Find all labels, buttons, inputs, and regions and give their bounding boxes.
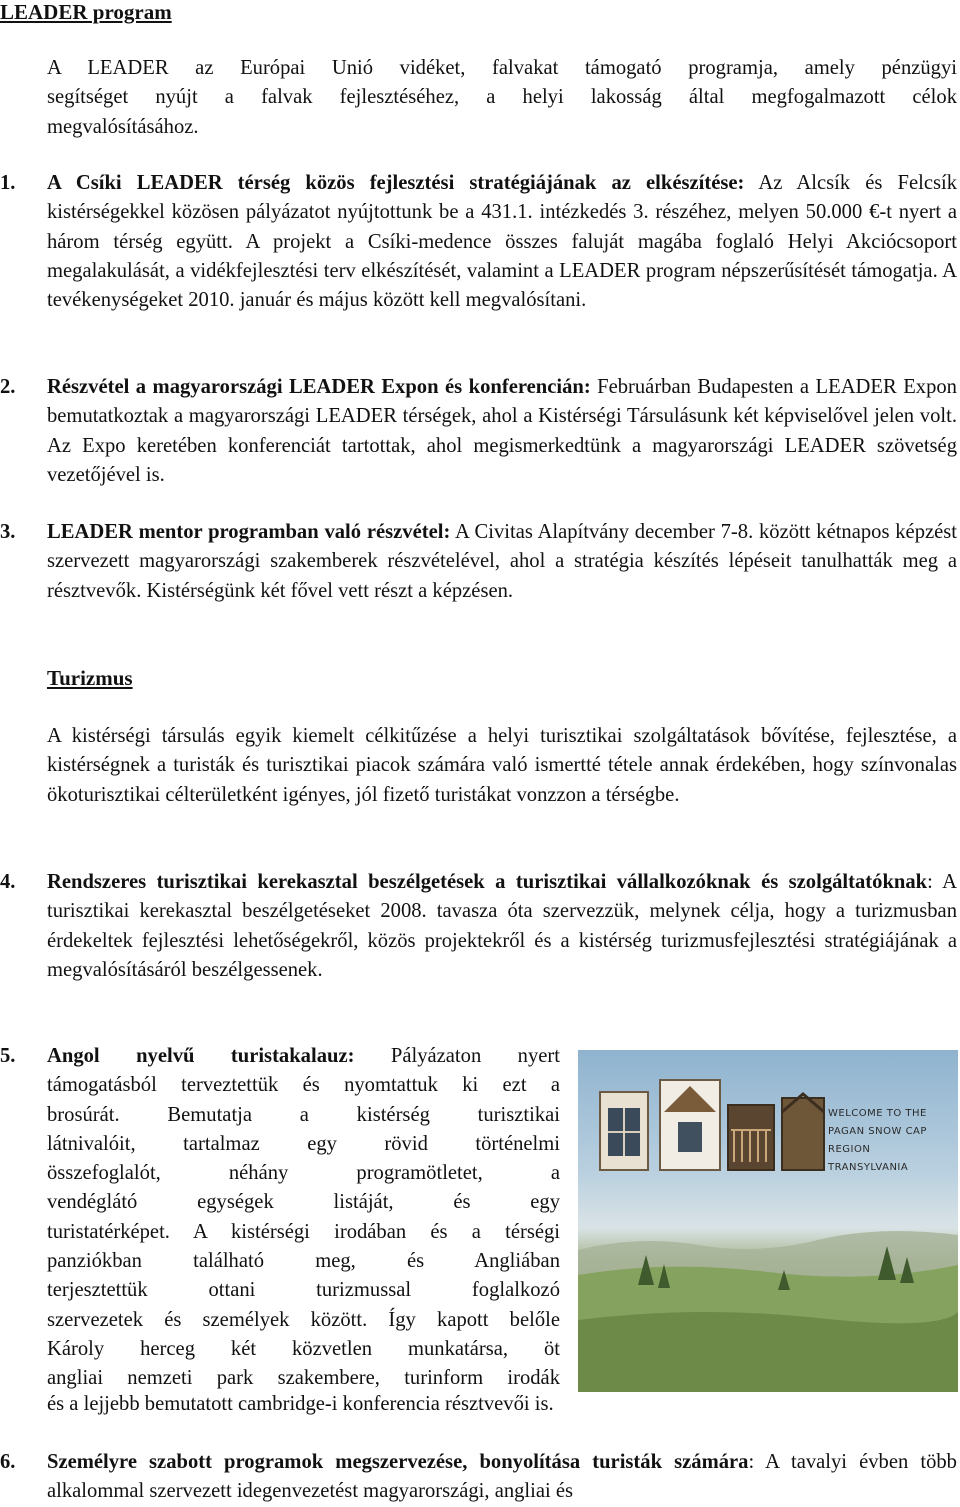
- list-item-3: [0, 518, 958, 606]
- item5-line: brosúrát. Bemutatja a kistérség turisztikai: [47, 1103, 560, 1126]
- item5-line: támogatásból terveztettük és nyomtattuk ki ezt a: [47, 1074, 560, 1097]
- list-item-1: [0, 169, 957, 315]
- item5-line: vendéglátó egységek listáját, és egy: [47, 1191, 560, 1214]
- item-body: Az Alcsík és Felcsík kistérségekkel közösen pályázatot nyújtottunk be a 431.1. intézkedés 3. részéhez, melyen 50.000 €-t nyert a három térség együtt. A projekt a Csíki-medence összes faluját magába foglaló Helyi Akciócsoport megalakulását, a vidékfejlesztési terv elkészítését, valamint a LEADER program népszerűsítését támogatja. A tevékenységeket 2010. január és május között kell megvalósítani.: [47, 172, 957, 312]
- item5-last-line: [47, 1390, 957, 1419]
- brochure-landscape-illustration: [578, 1050, 958, 1392]
- list-item-5: [0, 1042, 560, 1394]
- brochure-cover-image: [578, 1050, 958, 1392]
- item-title: Rendszeres turisztikai kerekasztal beszélgetések a turisztikai vállalkozóknak és szolgáltatóknak: [47, 871, 928, 893]
- item-number: 5.: [0, 1045, 16, 1067]
- item-body: Februárban Budapesten a LEADER Expon bemutatkoztak a magyarországi LEADER térségek, ahol a Kistérségi Társulásunk két képviselővel jelen volt. Az Expo keretében konferenciát tartottak, ahol megismerkedtünk a magyarországi LEADER szövetség vezetőjével is.: [47, 376, 957, 486]
- welcome-line: TRANSYLVANIA: [828, 1162, 909, 1173]
- item-title: A Csíki LEADER térség közös fejlesztési stratégiájának az elkészítése:: [47, 172, 745, 194]
- item5-line: turistatérképet. A kistérségi irodában és a térségi: [47, 1220, 560, 1243]
- item-body: : A turisztikai kerekasztal beszélgetéseket 2008. tavasza óta szervezzük, melynek célja, hogy a turizmusban érdekeltek fejlesztési lehetőségekről, közös projektekről és a kistérség turizmusfejlesztési stratégiájának a megvalósításáról beszélgessenek.: [47, 871, 957, 981]
- intro-line: A LEADER az Európai Unió vidéket, falvakat támogató programja, amely pénzügyi: [47, 57, 957, 79]
- item5-first-rest: Pályázaton nyert: [354, 1045, 560, 1067]
- item5-line: összefoglalót, néhány programötletet, a: [47, 1162, 560, 1185]
- item-number: 2.: [0, 376, 16, 398]
- item-body: A Civitas Alapítvány december 7-8. között kétnapos képzést szervezett magyarországi szakemberek részvételével, ahol a stratégia készítés lépéseit tanulhatták meg a résztvevők. Kistérségünk két fővel vett részt a képzésen.: [47, 521, 958, 602]
- item-number: 1.: [0, 172, 16, 194]
- intro-line: segítséget nyújt a falvak fejlesztéséhez, a helyi lakosság által megfogalmazott célok: [47, 86, 957, 109]
- list-item-2: [0, 373, 957, 490]
- item5-line: szervezetek és személyek között. Így kapott belőle: [47, 1308, 560, 1331]
- item5-line: látnivalóit, tartalmaz egy rövid történelmi: [47, 1132, 560, 1155]
- leader-heading: LEADER program: [0, 0, 172, 24]
- item-number: 3.: [0, 521, 16, 543]
- brochure-welcome-text: [828, 1105, 953, 1177]
- item-body: : A tavalyi évben több alkalommal szervezett idegenvezetést magyarországi, angliai és: [47, 1451, 957, 1503]
- item5-line: [47, 1042, 560, 1071]
- item5-line: Károly herceg két közvetlen munkatársa, öt: [47, 1337, 560, 1360]
- item-number: 4.: [0, 871, 16, 893]
- item-title: LEADER mentor programban való részvétel:: [47, 521, 451, 543]
- item-number: 6.: [0, 1451, 16, 1473]
- item-title: Részvétel a magyarországi LEADER Expon és konferencián:: [47, 376, 591, 398]
- item5-line: angliai nemzeti park szakembere, turinform irodák: [47, 1367, 560, 1390]
- item-title: Személyre szabott programok megszervezése, bonyolítása turisták számára: [47, 1451, 749, 1473]
- item5-line: terjesztettük ottani turizmussal foglalkozó: [47, 1279, 560, 1302]
- list-item-4: [0, 868, 957, 985]
- welcome-line: WELCOME TO THE: [828, 1108, 927, 1119]
- item5-line: panziókban található meg, és Angliában: [47, 1250, 560, 1273]
- intro-line: megvalósításához.: [47, 115, 199, 138]
- turizmus-heading: Turizmus: [47, 666, 133, 690]
- item-title: Angol nyelvű turistakalauz:: [47, 1045, 355, 1067]
- list-item-6: [0, 1448, 957, 1507]
- item5-last-text: és a lejjebb bemutatott cambridge-i konferencia résztvevői is.: [47, 1393, 554, 1415]
- turizmus-intro: A kistérségi társulás egyik kiemelt célkitűzése a helyi turisztikai szolgáltatások bővítése, fejlesztése, a kistérségnek a turisták és turisztikai piacok számára való ismertté tétele annak érdekében, hogy színvonalas ökoturisztikai célterületként igényes, jól fizető turistákat vonzzon a térségbe.: [47, 725, 957, 806]
- leader-intro: [47, 54, 957, 142]
- welcome-line: PAGAN SNOW CAP REGION: [828, 1126, 927, 1155]
